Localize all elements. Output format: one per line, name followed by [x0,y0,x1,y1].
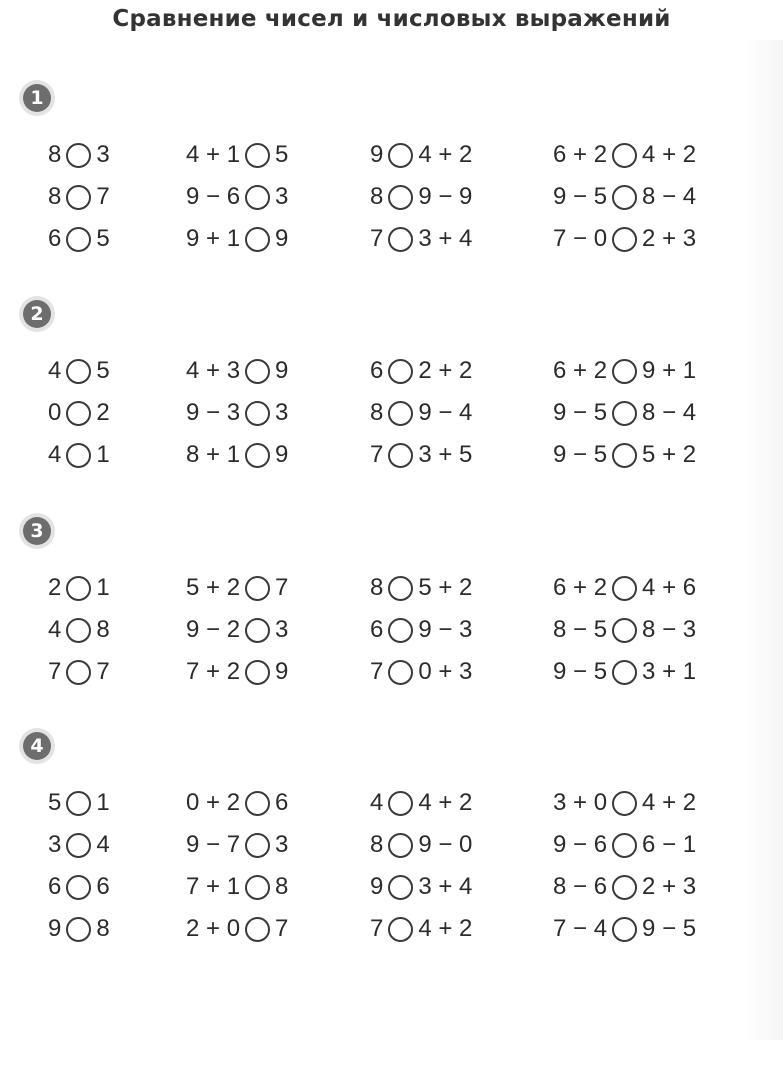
comparison-sign-circle[interactable] [66,660,91,685]
comparison-row [0,393,783,433]
comparison-sign-circle[interactable] [612,917,637,942]
right-expression: 6 [275,789,289,816]
comparison-sign-circle[interactable] [245,791,270,816]
right-expression: 9 − 5 [642,915,697,942]
left-expression: 6 [48,225,62,252]
comparison-sign-circle[interactable] [66,833,91,858]
left-expression: 9 [370,873,384,900]
comparison-sign-circle[interactable] [612,875,637,900]
comparison-sign-circle[interactable] [66,576,91,601]
comparison-row [0,351,783,391]
comparison-item [370,783,472,823]
left-expression: 0 [48,399,62,426]
comparison-item [48,219,110,259]
right-expression: 8 [96,915,110,942]
comparison-item [48,135,110,175]
comparison-row [0,568,783,608]
comparison-sign-circle[interactable] [388,791,413,816]
comparison-sign-circle[interactable] [245,833,270,858]
comparison-row [0,610,783,650]
right-expression: 7 [275,915,289,942]
right-expression: 1 [96,789,110,816]
comparison-row [0,177,783,217]
right-expression: 3 [275,616,289,643]
left-expression: 8 [48,183,62,210]
right-expression: 5 + 2 [418,574,473,601]
right-expression: 3 + 5 [418,441,473,468]
comparison-sign-circle[interactable] [388,443,413,468]
comparison-item [370,652,472,692]
right-expression: 4 + 2 [642,789,697,816]
comparison-sign-circle[interactable] [66,401,91,426]
exercise-number-badge [19,728,55,764]
comparison-item [553,867,696,907]
right-expression: 5 [96,357,110,384]
comparison-sign-circle[interactable] [245,359,270,384]
comparison-item [186,351,288,391]
left-expression: 9 − 5 [553,399,608,426]
right-expression: 3 [275,183,289,210]
comparison-sign-circle[interactable] [388,185,413,210]
left-expression: 8 − 5 [553,616,608,643]
comparison-sign-circle[interactable] [388,143,413,168]
right-expression: 8 [275,873,289,900]
comparison-sign-circle[interactable] [245,143,270,168]
comparison-item [186,219,288,259]
left-expression: 4 + 3 [186,357,241,384]
comparison-item [370,909,472,949]
comparison-sign-circle[interactable] [245,660,270,685]
comparison-item [553,610,696,650]
exercise-number: 2 [23,300,51,328]
comparison-sign-circle[interactable] [388,875,413,900]
right-expression: 2 [96,399,110,426]
right-expression: 2 + 2 [418,357,473,384]
comparison-sign-circle[interactable] [245,401,270,426]
comparison-sign-circle[interactable] [388,576,413,601]
comparison-row [0,867,783,907]
right-expression: 7 [275,574,289,601]
comparison-sign-circle[interactable] [66,443,91,468]
comparison-item [370,351,472,391]
comparison-item [186,568,288,608]
exercise-number-badge [19,513,55,549]
right-expression: 4 + 2 [418,915,473,942]
left-expression: 8 [48,141,62,168]
comparison-item [370,393,472,433]
comparison-item [48,568,110,608]
comparison-sign-circle[interactable] [612,576,637,601]
comparison-item [186,867,288,907]
right-expression: 2 + 3 [642,225,697,252]
comparison-sign-circle[interactable] [245,917,270,942]
left-expression: 7 [48,658,62,685]
comparison-sign-circle[interactable] [612,185,637,210]
comparison-item [370,435,472,475]
right-expression: 8 [96,616,110,643]
left-expression: 9 − 7 [186,831,241,858]
left-expression: 6 + 2 [553,574,608,601]
comparison-item [186,435,288,475]
left-expression: 9 [370,141,384,168]
comparison-item [553,825,696,865]
left-expression: 2 + 0 [186,915,241,942]
comparison-sign-circle[interactable] [612,618,637,643]
right-expression: 4 + 2 [418,789,473,816]
left-expression: 8 [370,831,384,858]
right-expression: 4 + 2 [418,141,473,168]
left-expression: 7 + 2 [186,658,241,685]
comparison-item [370,135,472,175]
left-expression: 9 − 3 [186,399,241,426]
comparison-row [0,219,783,259]
right-expression: 3 [275,399,289,426]
comparison-item [553,909,696,949]
right-expression: 7 [96,658,110,685]
comparison-row [0,652,783,692]
comparison-item [48,783,110,823]
comparison-sign-circle[interactable] [66,618,91,643]
right-expression: 9 − 3 [418,616,473,643]
left-expression: 6 + 2 [553,141,608,168]
right-expression: 4 [96,831,110,858]
left-expression: 3 [48,831,62,858]
left-expression: 5 [48,789,62,816]
comparison-sign-circle[interactable] [612,791,637,816]
comparison-sign-circle[interactable] [66,791,91,816]
comparison-sign-circle[interactable] [66,143,91,168]
comparison-sign-circle[interactable] [612,359,637,384]
comparison-item [553,783,696,823]
right-expression: 3 + 4 [418,225,473,252]
comparison-item [186,783,288,823]
left-expression: 9 − 6 [553,831,608,858]
comparison-sign-circle[interactable] [245,443,270,468]
comparison-sign-circle[interactable] [245,576,270,601]
right-expression: 1 [96,574,110,601]
right-expression: 3 + 4 [418,873,473,900]
right-expression: 4 + 2 [642,141,697,168]
comparison-item [48,351,110,391]
left-expression: 9 − 5 [553,183,608,210]
left-expression: 6 + 2 [553,357,608,384]
comparison-item [48,177,110,217]
comparison-item [370,867,472,907]
right-expression: 3 [96,141,110,168]
left-expression: 5 + 2 [186,574,241,601]
left-expression: 7 − 4 [553,915,608,942]
left-expression: 9 − 2 [186,616,241,643]
comparison-item [186,825,288,865]
comparison-row [0,825,783,865]
left-expression: 6 [48,873,62,900]
comparison-item [370,610,472,650]
page-title: Сравнение чисел и числовых выражений [112,6,671,32]
comparison-item [48,610,110,650]
left-expression: 9 − 5 [553,441,608,468]
comparison-item [48,825,110,865]
comparison-item [48,435,110,475]
comparison-sign-circle[interactable] [245,618,270,643]
comparison-item [48,393,110,433]
comparison-sign-circle[interactable] [612,443,637,468]
comparison-sign-circle[interactable] [66,227,91,252]
right-expression: 3 [275,831,289,858]
right-expression: 9 [275,441,289,468]
comparison-item [370,568,472,608]
exercise-number-badge [19,80,55,116]
comparison-sign-circle[interactable] [612,401,637,426]
comparison-sign-circle[interactable] [66,185,91,210]
comparison-item [553,219,696,259]
left-expression: 9 − 6 [186,183,241,210]
right-expression: 6 − 1 [642,831,697,858]
comparison-item [370,177,472,217]
comparison-item [553,435,696,475]
right-expression: 9 [275,658,289,685]
left-expression: 2 [48,574,62,601]
comparison-sign-circle[interactable] [66,917,91,942]
left-expression: 8 [370,574,384,601]
comparison-row [0,909,783,949]
right-expression: 5 [96,225,110,252]
comparison-item [370,825,472,865]
comparison-item [553,393,696,433]
left-expression: 7 [370,658,384,685]
comparison-item [186,610,288,650]
comparison-sign-circle[interactable] [66,359,91,384]
comparison-item [553,652,696,692]
right-expression: 2 + 3 [642,873,697,900]
comparison-sign-circle[interactable] [612,143,637,168]
comparison-item [186,652,288,692]
comparison-row [0,435,783,475]
right-expression: 9 + 1 [642,357,697,384]
right-expression: 6 [96,873,110,900]
left-expression: 7 − 0 [553,225,608,252]
comparison-item [186,393,288,433]
left-expression: 4 [48,357,62,384]
comparison-sign-circle[interactable] [245,185,270,210]
right-expression: 0 + 3 [418,658,473,685]
left-expression: 7 [370,441,384,468]
left-expression: 6 [370,616,384,643]
right-expression: 5 [275,141,289,168]
exercise-number: 4 [23,732,51,760]
right-expression: 9 [275,225,289,252]
left-expression: 7 [370,915,384,942]
left-expression: 4 + 1 [186,141,241,168]
comparison-item [48,909,110,949]
exercise-number: 1 [23,84,51,112]
right-expression: 5 + 2 [642,441,697,468]
right-expression: 8 − 4 [642,399,697,426]
comparison-sign-circle[interactable] [245,227,270,252]
comparison-item [553,135,696,175]
comparison-item [186,135,288,175]
left-expression: 4 [370,789,384,816]
comparison-item [186,177,288,217]
right-expression: 7 [96,183,110,210]
comparison-item [48,652,110,692]
left-expression: 8 [370,399,384,426]
left-expression: 4 [48,441,62,468]
comparison-sign-circle[interactable] [245,875,270,900]
left-expression: 4 [48,616,62,643]
left-expression: 8 + 1 [186,441,241,468]
left-expression: 7 [370,225,384,252]
comparison-sign-circle[interactable] [612,227,637,252]
comparison-sign-circle[interactable] [388,660,413,685]
right-expression: 9 − 0 [418,831,473,858]
right-expression: 4 + 6 [642,574,697,601]
comparison-sign-circle[interactable] [612,660,637,685]
comparison-sign-circle[interactable] [388,917,413,942]
comparison-item [553,177,696,217]
left-expression: 9 − 5 [553,658,608,685]
left-expression: 0 + 2 [186,789,241,816]
right-expression: 1 [96,441,110,468]
comparison-sign-circle[interactable] [388,227,413,252]
left-expression: 8 − 6 [553,873,608,900]
left-expression: 6 [370,357,384,384]
right-expression: 9 [275,357,289,384]
left-expression: 9 + 1 [186,225,241,252]
comparison-row [0,135,783,175]
comparison-item [48,867,110,907]
comparison-sign-circle[interactable] [388,359,413,384]
left-expression: 3 + 0 [553,789,608,816]
comparison-item [370,219,472,259]
right-expression: 9 − 9 [418,183,473,210]
comparison-item [553,568,696,608]
right-expression: 8 − 3 [642,616,697,643]
comparison-item [553,351,696,391]
left-expression: 8 [370,183,384,210]
comparison-sign-circle[interactable] [66,875,91,900]
comparison-sign-circle[interactable] [388,401,413,426]
comparison-sign-circle[interactable] [612,833,637,858]
right-expression: 8 − 4 [642,183,697,210]
comparison-row [0,783,783,823]
comparison-sign-circle[interactable] [388,833,413,858]
right-expression: 9 − 4 [418,399,473,426]
right-expression: 3 + 1 [642,658,697,685]
comparison-sign-circle[interactable] [388,618,413,643]
exercise-number-badge [19,296,55,332]
left-expression: 9 [48,915,62,942]
left-expression: 7 + 1 [186,873,241,900]
exercise-number: 3 [23,517,51,545]
comparison-item [186,909,288,949]
